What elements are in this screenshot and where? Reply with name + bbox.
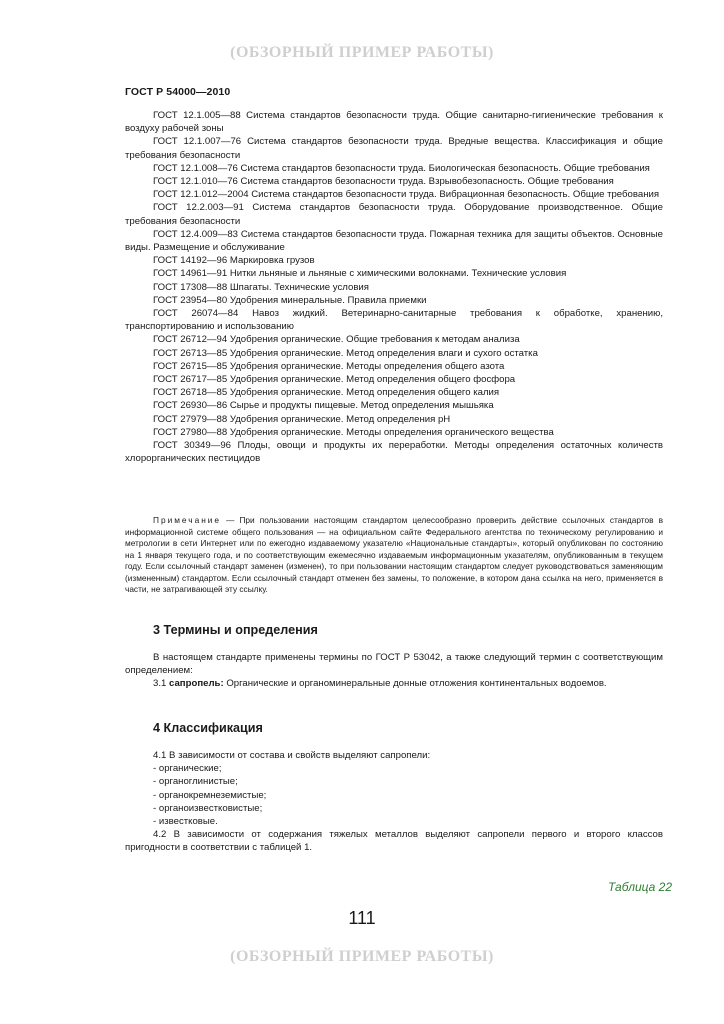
reference-item: ГОСТ 12.1.012—2004 Система стандартов безопасности труда. Вибрационная безопасность. Общие требования bbox=[153, 189, 660, 201]
list-item: - органоизвестковистые; bbox=[153, 802, 263, 814]
reference-item: ГОСТ 26717—85 Удобрения органические. Метод определения общего фосфора bbox=[153, 374, 516, 386]
term-number: 3.1 bbox=[153, 678, 167, 690]
note-label: Примечание bbox=[153, 515, 222, 525]
reference-item: ГОСТ 30349—96 Плоды, овощи и продукты их переработки. Методы определения остаточных количеств хлорорганических пестицидов bbox=[125, 440, 663, 465]
reference-item: ГОСТ 23954—80 Удобрения минеральные. Правила приемки bbox=[153, 294, 427, 306]
classification-paragraph-1: 4.1 В зависимости от состава и свойств выделяют сапропели: bbox=[153, 750, 431, 761]
list-item: - известковые. bbox=[153, 816, 218, 828]
reference-item: ГОСТ 26930—86 Сырье и продукты пищевые. Метод определения мышьяка bbox=[153, 400, 494, 412]
reference-item: ГОСТ 12.1.007—76 Система стандартов безопасности труда. Вредные вещества. Классификация и общие требования безопасности bbox=[125, 136, 663, 161]
note-paragraph bbox=[125, 515, 663, 596]
page-number: 111 bbox=[348, 908, 376, 928]
document-header: ГОСТ Р 54000—2010 bbox=[125, 86, 231, 98]
reference-item: ГОСТ 14192—96 Маркировка грузов bbox=[153, 255, 315, 267]
reference-item: ГОСТ 26712—94 Удобрения органические. Общие требования к методам анализа bbox=[153, 334, 520, 346]
reference-item: ГОСТ 27980—88 Удобрения органические. Методы определения органического вещества bbox=[153, 426, 554, 438]
term-definition bbox=[125, 677, 663, 690]
reference-item: ГОСТ 12.1.008—76 Система стандартов безопасности труда. Биологическая безопасность. Общие требования bbox=[153, 162, 650, 174]
section-4-body bbox=[125, 749, 663, 855]
reference-item: ГОСТ 17308—88 Шпагаты. Технические условия bbox=[153, 281, 369, 293]
table-caption: Таблица 22 bbox=[607, 880, 672, 894]
classification-paragraph-2: 4.2 В зависимости от содержания тяжелых металлов выделяют сапропели первого и второго классов пригодности в соответствии с таблицей 1. bbox=[125, 829, 663, 854]
watermark-bottom: (ОБЗОРНЫЙ ПРИМЕР РАБОТЫ) bbox=[230, 948, 494, 965]
list-item: - органокремнеземистые; bbox=[153, 789, 267, 801]
section-3-body bbox=[125, 651, 663, 691]
normative-references-list bbox=[125, 109, 663, 465]
reference-item: ГОСТ 12.4.009—83 Система стандартов безопасности труда. Пожарная техника для защиты объектов. Основные виды. Размещение и обслуживание bbox=[125, 228, 663, 254]
reference-item: ГОСТ 26074—84 Навоз жидкий. Ветеринарно-санитарные требования к обработке, хранению, транспортированию и использованию bbox=[125, 308, 663, 333]
reference-item: ГОСТ 12.1.005—88 Система стандартов безопасности труда. Общие санитарно-гигиенические требования к воздуху рабочей зоны bbox=[125, 110, 663, 135]
reference-item: ГОСТ 27979—88 Удобрения органические. Метод определения pH bbox=[153, 413, 451, 425]
reference-item: ГОСТ 26713—85 Удобрения органические. Метод определения влаги и сухого остатка bbox=[153, 347, 538, 359]
list-item: - органоглинистые; bbox=[153, 776, 238, 788]
reference-item: ГОСТ 14961—91 Нитки льняные и льняные с химическими волокнами. Технические условия bbox=[153, 268, 567, 280]
term-text: Органические и органоминеральные донные отложения континентальных водоемов. bbox=[226, 678, 607, 690]
watermark-top: (ОБЗОРНЫЙ ПРИМЕР РАБОТЫ) bbox=[230, 44, 494, 61]
reference-item: ГОСТ 12.2.003—91 Система стандартов безопасности труда. Оборудование производственное. Общие требования безопасности bbox=[125, 202, 663, 227]
reference-item: ГОСТ 26718—85 Удобрения органические. Метод определения общего калия bbox=[153, 387, 500, 399]
term-name: сапропель: bbox=[169, 678, 224, 690]
list-item: - органические; bbox=[153, 763, 222, 775]
reference-item: ГОСТ 26715—85 Удобрения органические. Методы определения общего азота bbox=[153, 360, 505, 372]
note-text: — При пользовании настоящим стандартом целесообразно проверить действие ссылочных стандартов в информационной системе общего пользования — на официальном сайте Федерального агентства по техническому регулированию и метрологии в сети Интернет или по ежегодно издаваемому указателю «Национальные стандарты», который опубликован по состоянию на 1 января текущего года, и по соответствующим ежемесячно издаваемым информационным указателям, опубликованным в текущем году. Если ссылочный стандарт заменен (изменен), то при пользовании настоящим стандартом следует руководствоваться заменяющим (измененным) стандартом. Если ссылочный стандарт отменен без замены, то положение, в котором дана ссылка на него, применяется в части, не затрагивающей эту ссылку. bbox=[125, 515, 663, 594]
terms-intro: В настоящем стандарте применены термины по ГОСТ Р 53042, а также следующий термин с соответствующим определением: bbox=[125, 652, 663, 677]
section-4-heading: 4 Классификация bbox=[153, 721, 263, 735]
reference-item: ГОСТ 12.1.010—76 Система стандартов безопасности труда. Взрывобезопасность. Общие требования bbox=[153, 176, 614, 188]
section-3-heading: 3 Термины и определения bbox=[153, 623, 318, 637]
